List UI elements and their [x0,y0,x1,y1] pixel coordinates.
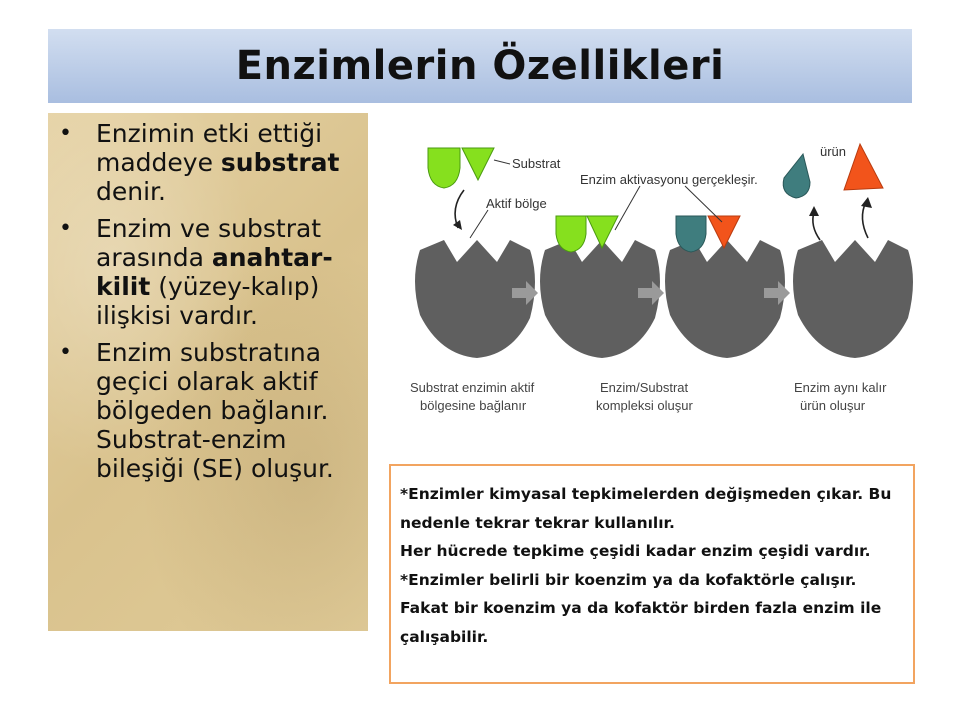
note-1: *Enzimler kimyasal tepkimelerden değişmeden çıkar. Bu nedenle tekrar tekrar kullanılır. [400,485,892,532]
substrate-drop-icon [428,148,460,188]
caption-2-line-1: Enzim/Substrat [600,380,689,395]
bullet-item-substrat [48,119,368,206]
enzyme-2-icon [540,240,660,358]
product-drop-icon [783,154,810,198]
bullet-item-anahtar-kilit [48,214,368,330]
label-aktivasyon: Enzim aktivasyonu gerçekleşir. [580,172,758,187]
caption-1-line-2: bölgesine bağlanır [420,398,527,413]
bullet-dot-icon: • [59,121,72,146]
substrate-triangle-icon [462,148,494,180]
product-triangle-icon [844,144,883,190]
caption-3-line-1: Enzim aynı kalır [794,380,887,395]
bullet-bold-text: substrat [220,148,340,177]
bullet-text: Enzimin etki ettiği maddeye [96,119,323,177]
caption-2-line-2: kompleksi oluşur [596,398,693,413]
complex-triangle-icon [708,216,740,248]
bullet-text: (yüzey-kalıp) ilişkisi vardır. [96,272,320,330]
bullet-bold-text: anahtar-kilit [96,243,333,301]
aktivasyon-pointer [615,186,640,230]
bound-substrate-triangle-icon [587,216,618,248]
caption-3-line-2: ürün oluşur [800,398,866,413]
note-3: *Enzimler belirli bir koenzim ya da kofaktörle çalışır. Fakat bir koenzim ya da kofaktör birden fazla enzim ile çalışabilir. [400,570,882,646]
label-urun: ürün [820,144,847,159]
bullet-dot-icon: • [59,340,72,365]
enzyme-3-icon [665,240,785,358]
bullet-dot-icon: • [59,216,72,241]
bound-substrate-drop-icon [556,216,586,252]
release-arrowhead-left-icon [809,206,819,216]
release-arrowhead-right-icon [861,197,872,208]
enzyme-substrate-diagram [400,130,920,430]
enzyme-4-icon [793,240,913,358]
complex-drop-icon [676,216,706,252]
substrat-pointer [494,160,510,164]
label-aktif-bolge: Aktif bölge [486,196,547,211]
binding-arrowhead-icon [453,220,462,230]
title-bar [48,29,912,103]
note-2: Her hücrede tepkime çeşidi kadar enzim çeşidi vardır. [400,542,871,560]
slide-title: Enzimlerin Özellikleri [235,43,725,89]
bullet-text: Enzim substratına geçici olarak aktif bölgeden bağlanır. Substrat-enzim bileşiği (SE) oluşur. [96,338,334,483]
label-substrat: Substrat [512,156,561,171]
bullet-text: Enzim ve substrat arasında [96,214,322,272]
release-arrow-right-icon [862,202,868,238]
caption-1-line-1: Substrat enzimin aktif [410,380,535,395]
bullet-list [48,119,368,491]
bullet-panel [48,113,368,631]
notes-box [389,464,915,684]
release-arrow-left-icon [813,212,820,240]
bullet-item-se [48,338,368,483]
enzyme-1-icon [415,240,535,358]
bullet-text: denir. [96,177,166,206]
aktif-bolge-pointer [470,210,488,238]
